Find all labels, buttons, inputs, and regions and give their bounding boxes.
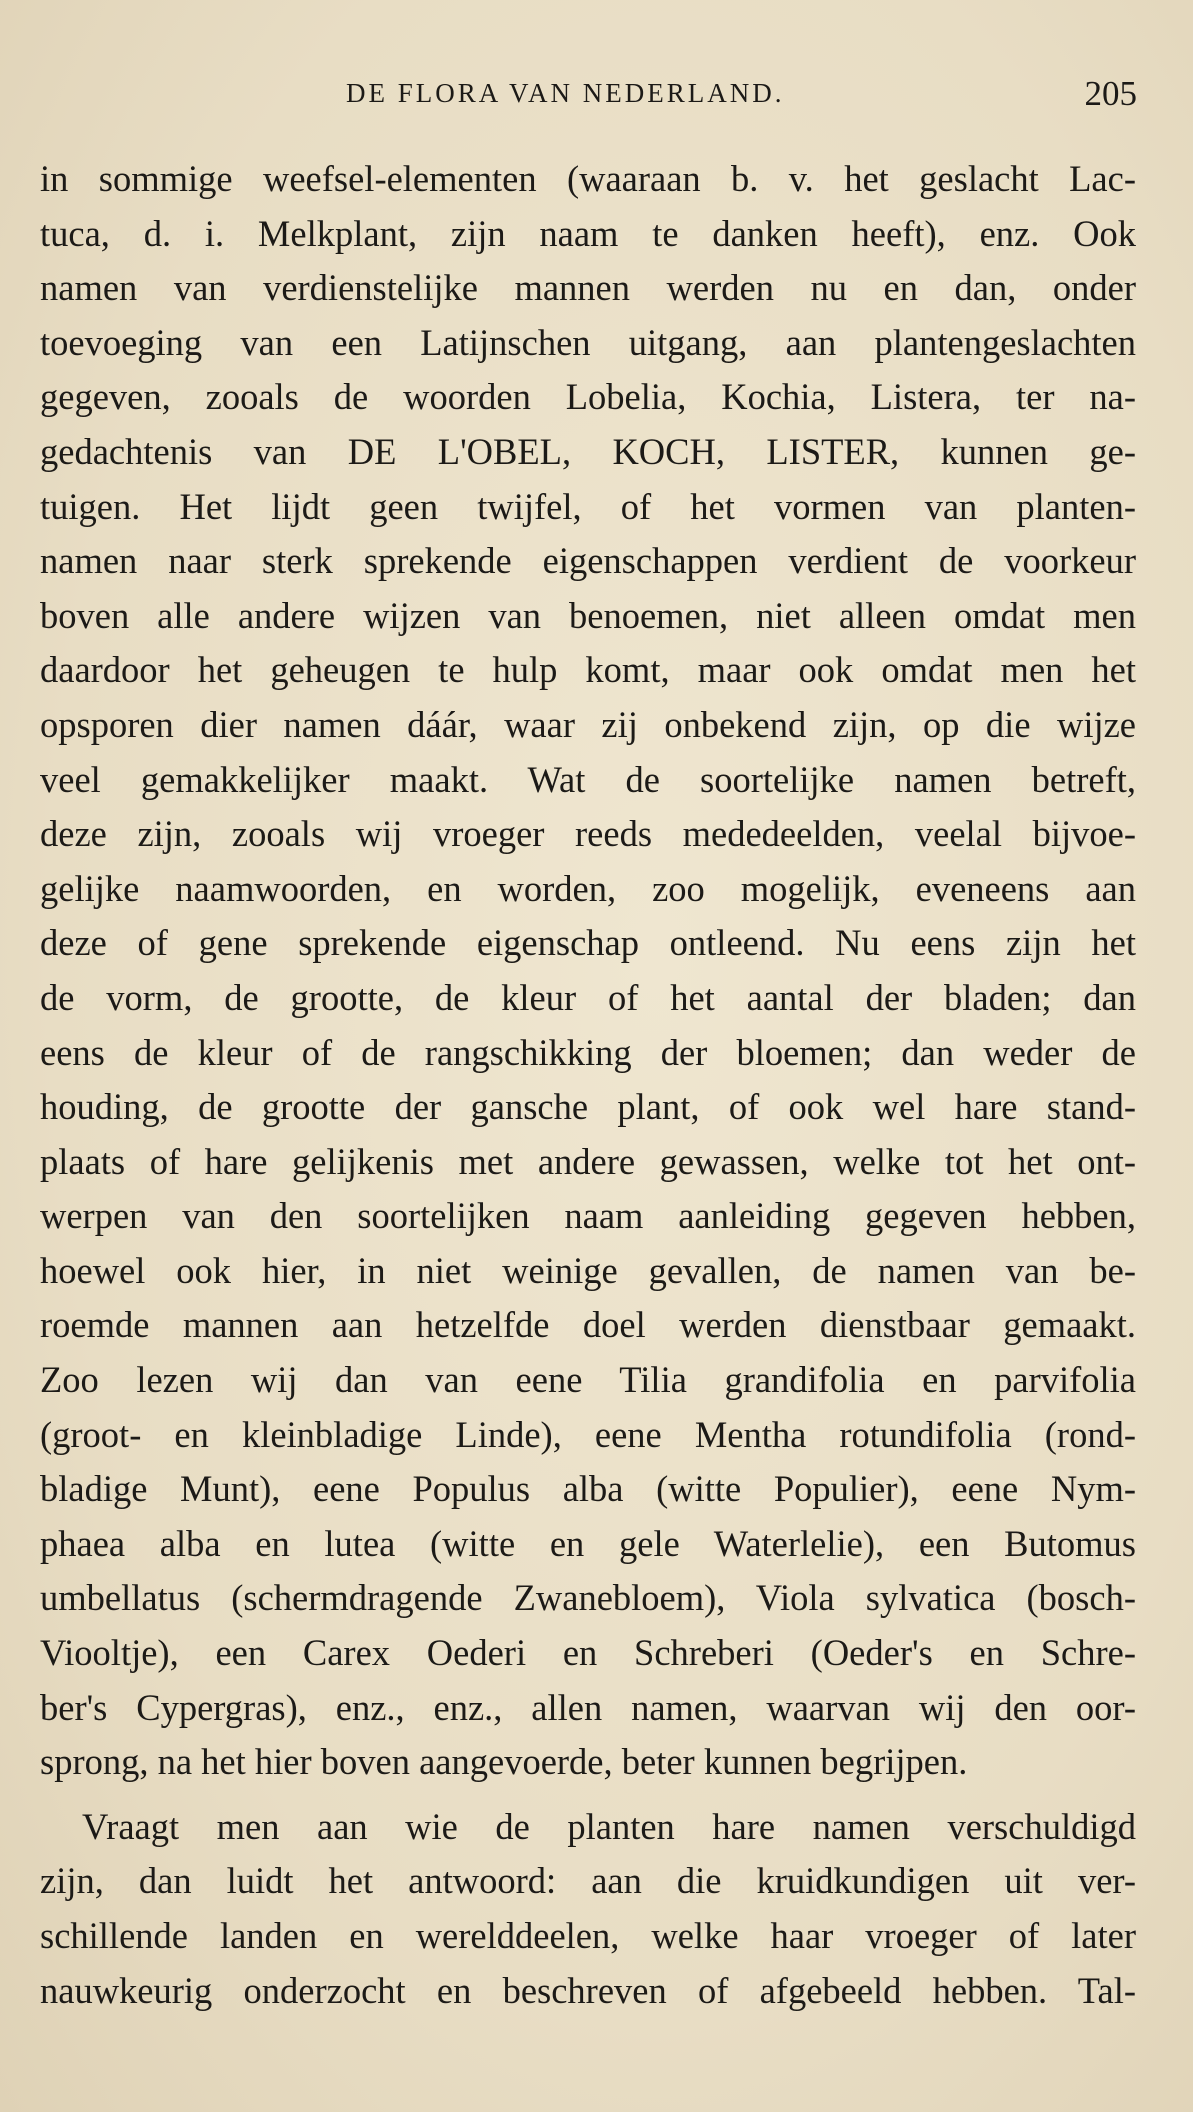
text-line: bladige Munt), eene Populus alba (witte Populier), eene Nym- [40, 1468, 1136, 1510]
text-line: tuca, d. i. Melkplant, zijn naam te danken heeft), enz. Ook [40, 212, 1136, 254]
text-line: deze of gene sprekende eigenschap ontleend. Nu eens zijn het [40, 922, 1136, 964]
text-line: Vraagt men aan wie de planten hare namen verschuldigd [82, 1805, 1136, 1847]
text-line: deze zijn, zooals wij vroeger reeds mededeelden, veelal bijvoe- [40, 813, 1136, 855]
text-line: houding, de grootte der gansche plant, of ook wel hare stand- [40, 1086, 1136, 1128]
text-line: umbellatus (schermdragende Zwanebloem), Viola sylvatica (bosch- [40, 1577, 1136, 1619]
text-line: sprong, na het hier boven aangevoerde, beter kunnen begrijpen. [40, 1741, 968, 1783]
text-line: daardoor het geheugen te hulp komt, maar ook omdat men het [40, 649, 1136, 691]
body-text [40, 152, 1136, 2018]
text-line: in sommige weefsel-elementen (waaraan b. v. het geslacht Lac- [40, 158, 1136, 199]
text-line: roemde mannen aan hetzelfde doel werden dienstbaar gemaakt. [40, 1304, 1136, 1346]
text-line: tuigen. Het lijdt geen twijfel, of het vormen van planten- [40, 485, 1136, 527]
text-line: plaats of hare gelijkenis met andere gewassen, welke tot het ont- [40, 1140, 1136, 1182]
text-line: gedachtenis van DE L'OBEL, KOCH, LISTER, kunnen ge- [40, 430, 1136, 472]
running-header [0, 76, 1193, 116]
text-line: hoewel ook hier, in niet weinige gevallen, de namen van be- [40, 1249, 1136, 1291]
text-line: werpen van den soortelijken naam aanleiding gegeven hebben, [40, 1195, 1136, 1237]
running-title: DE FLORA VAN NEDERLAND. [346, 78, 785, 108]
text-line: namen naar sterk sprekende eigenschappen verdient de voorkeur [40, 540, 1136, 582]
text-line: zijn, dan luidt het antwoord: aan die kruidkundigen uit ver- [40, 1860, 1136, 1902]
text-line: namen van verdienstelijke mannen werden nu en dan, onder [40, 267, 1136, 309]
text-line: de vorm, de grootte, de kleur of het aantal der bladen; dan [40, 976, 1136, 1018]
text-line: eens de kleur of de rangschikking der bloemen; dan weder de [40, 1031, 1136, 1073]
paragraph [40, 152, 1136, 1790]
paragraph [40, 1800, 1136, 2018]
text-line: opsporen dier namen dáár, waar zij onbekend zijn, op die wijze [40, 703, 1136, 745]
text-line: nauwkeurig onderzocht en beschreven of afgebeeld hebben. Tal- [40, 1969, 1136, 2011]
text-line: boven alle andere wijzen van benoemen, niet alleen omdat men [40, 594, 1136, 636]
text-line: gegeven, zooals de woorden Lobelia, Kochia, Listera, ter na- [40, 376, 1136, 418]
paragraph-gap [40, 1790, 1136, 1800]
text-line: Zoo lezen wij dan van eene Tilia grandifolia en parvifolia [40, 1359, 1136, 1401]
text-line: (groot- en kleinbladige Linde), eene Mentha rotundifolia (rond- [40, 1413, 1136, 1455]
text-line: ber's Cypergras), enz., enz., allen namen, waarvan wij den oor- [40, 1686, 1136, 1728]
text-line: veel gemakkelijker maakt. Wat de soortelijke namen betreft, [40, 758, 1136, 800]
text-line: schillende landen en werelddeelen, welke haar vroeger of later [40, 1915, 1136, 1956]
text-line: Viooltje), een Carex Oederi en Schreberi (Oeder's en Schre- [40, 1632, 1136, 1674]
page-number: 205 [1084, 74, 1137, 113]
text-line: toevoeging van een Latijnschen uitgang, aan plantengeslachten [40, 321, 1136, 363]
text-line: gelijke naamwoorden, en worden, zoo mogelijk, eveneens aan [40, 867, 1136, 909]
text-line: phaea alba en lutea (witte en gele Waterlelie), een Butomus [40, 1522, 1136, 1564]
